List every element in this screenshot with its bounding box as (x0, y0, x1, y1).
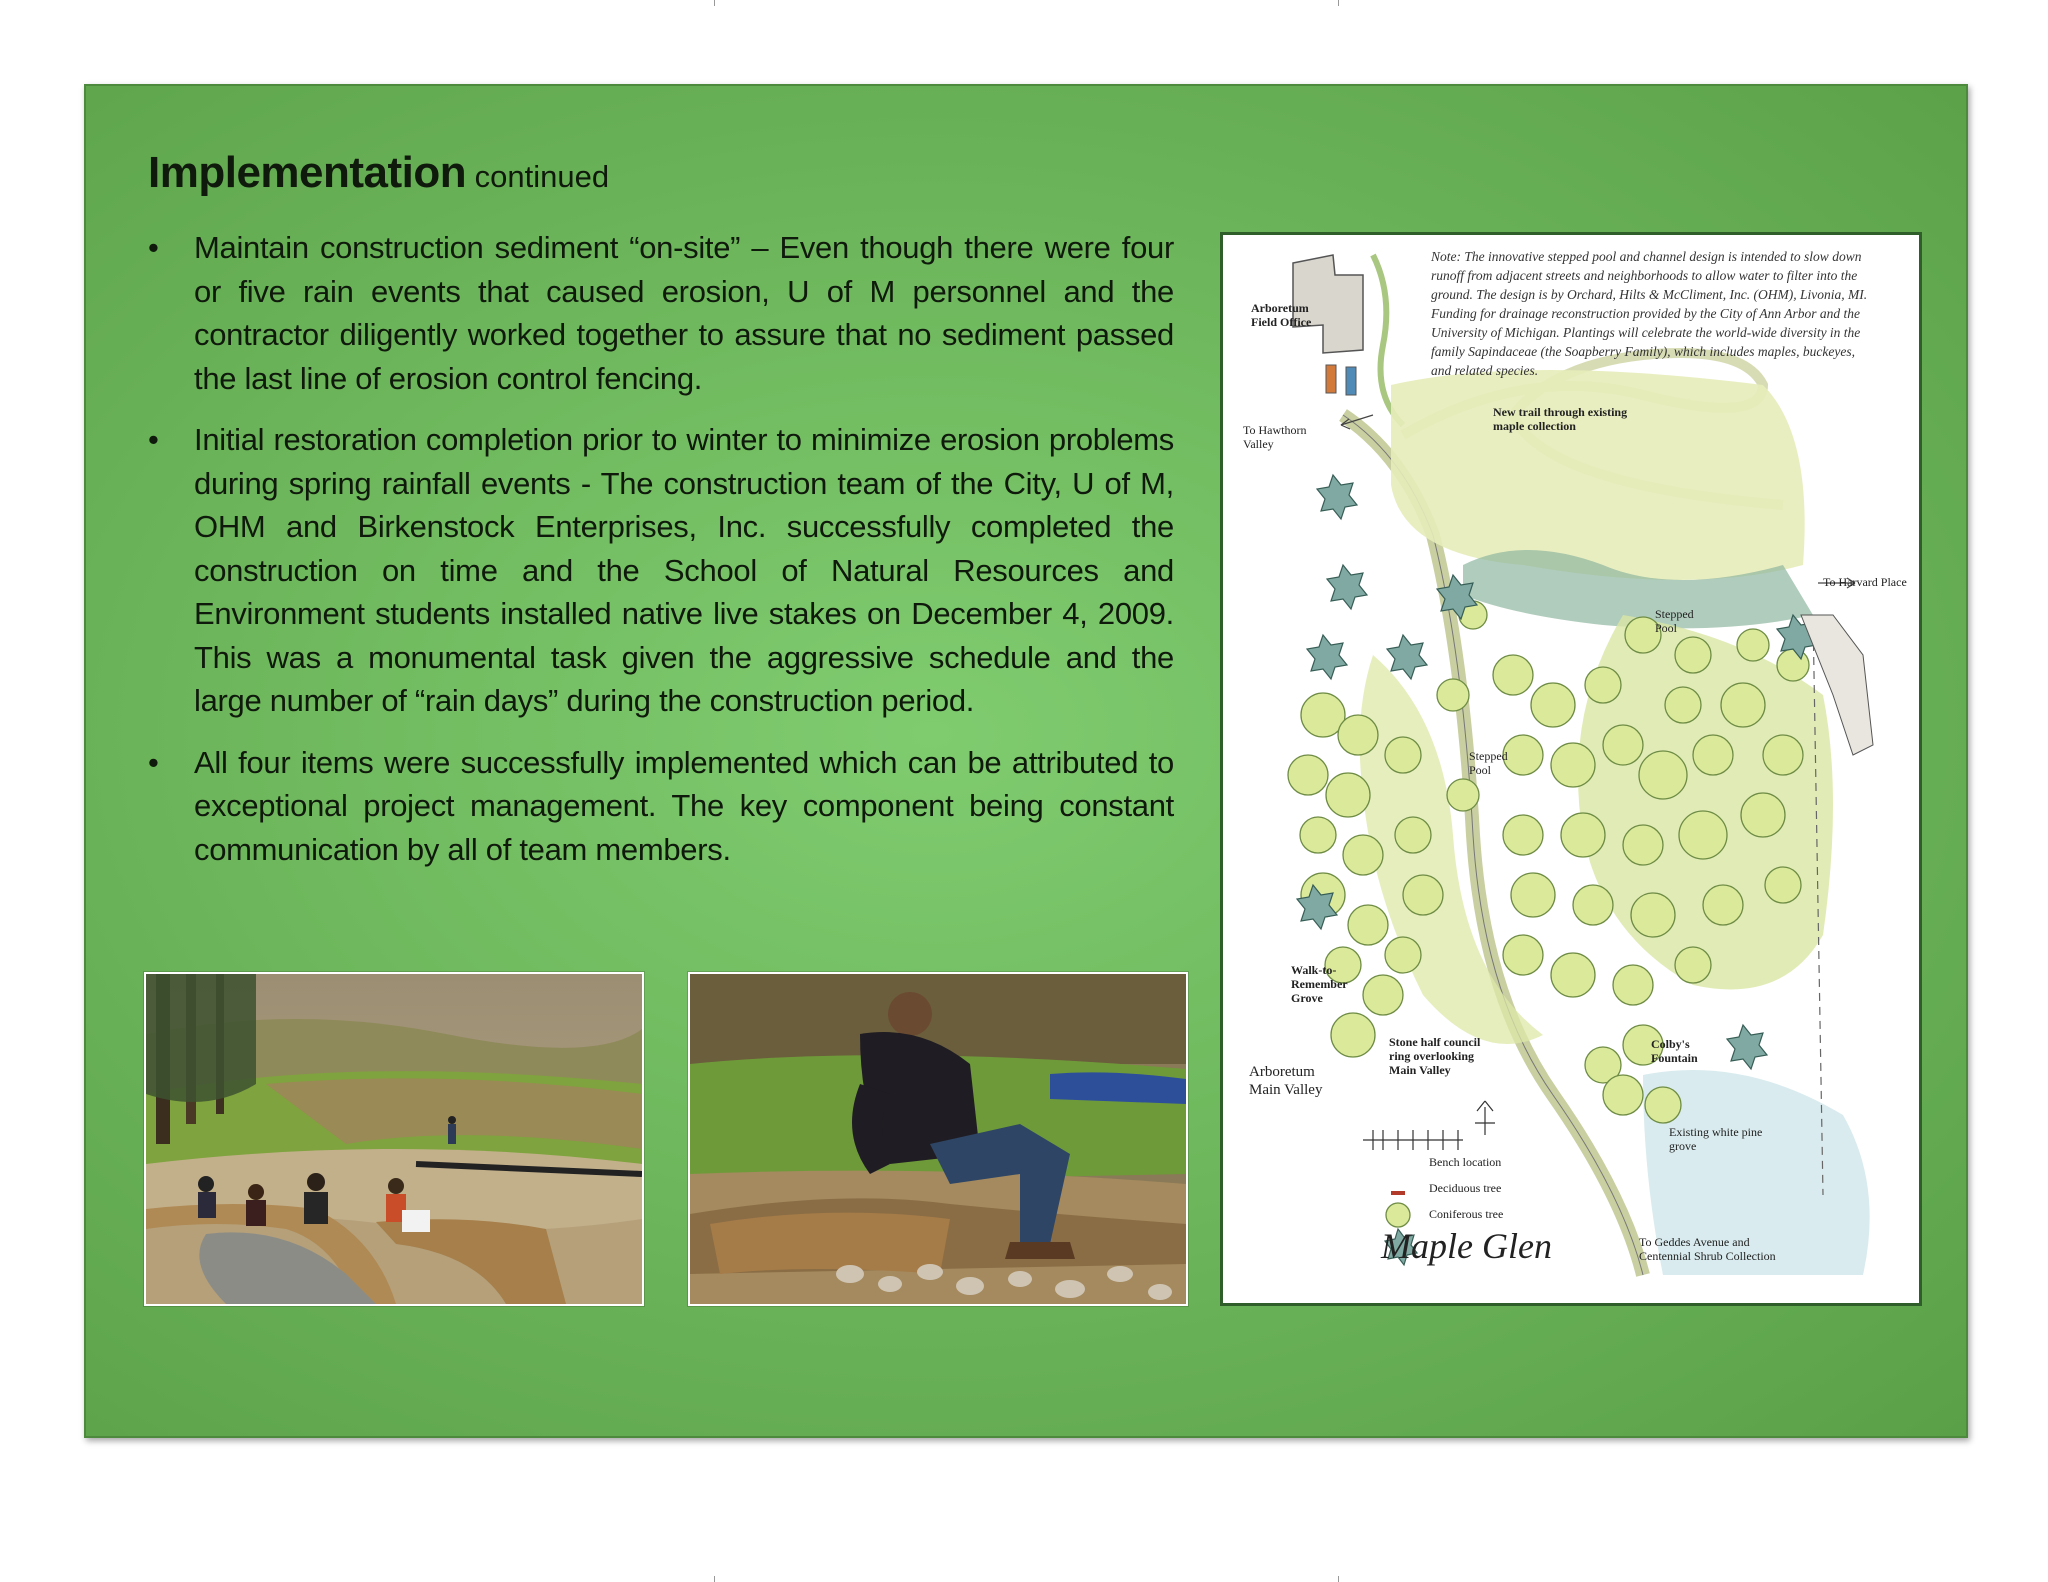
maple-glen-site-plan (1220, 232, 1922, 1306)
photo-man-kneeling (688, 972, 1188, 1306)
crop-mark (1338, 1576, 1339, 1582)
label-stepped-pool-2: Stepped Pool (1469, 749, 1508, 777)
bullet-list (148, 226, 1174, 889)
label-geddes: To Geddes Avenue and Centennial Shrub Collection (1639, 1235, 1776, 1263)
label-colbys: Colby's Fountain (1651, 1037, 1698, 1065)
photo-illustration (690, 974, 1186, 1304)
map-note: Note: The innovative stepped pool and channel design is intended to slow down runoff from adjacent streets and neighborhoods to allow water to filter into the ground. The design is by Orchard, Hilts & McCliment, Inc. (OHM), Livonia, MI. Funding for drainage reconstruction provided by the City of Ann Arbor and the University of Michigan. Plantings will celebrate the world-wide diversity in the family Sapindaceae (the Soapberry Family), which includes maples, buckeyes, and related species. (1431, 249, 1868, 378)
bullet-text: All four items were successfully implemented which can be attributed to exceptional project management. The key component being constant communication by all of team members. (194, 744, 1174, 867)
legend-bench: Bench location (1429, 1155, 1502, 1169)
label-hawthorn: To Hawthorn Valley (1243, 423, 1307, 451)
bullet-dot: • (148, 744, 159, 780)
bullet-item (148, 226, 1174, 400)
label-harvard: To Harvard Place (1823, 575, 1907, 589)
crop-mark (714, 1576, 715, 1582)
legend-coniferous: Coniferous tree (1429, 1207, 1504, 1221)
label-walk-grove: Walk-to-Remember Grove (1291, 963, 1348, 1005)
bullet-text: Initial restoration completion prior to winter to minimize erosion problems during spring rainfall events - The construction team of the City, U of M, OHM and Birkenstock Enterprises, Inc. successfully completed the construction on time and the School of Natural Resources and Environment students installed native live stakes on December 4, 2009. This was a monumental task given the aggressive schedule and the large number of “rain days” during the construction period. (194, 422, 1174, 718)
crop-mark (1338, 0, 1339, 6)
label-white-pine: Existing white pine grove (1669, 1125, 1763, 1153)
legend-deciduous: Deciduous tree (1429, 1181, 1502, 1195)
photo-illustration (146, 974, 642, 1304)
site-plan-drawing (1223, 235, 1919, 1303)
heading-sub: continued (474, 159, 610, 194)
label-field-office: Arboretum Field Office (1251, 301, 1312, 329)
bullet-item (148, 741, 1174, 872)
label-main-valley: Arboretum Main Valley (1249, 1064, 1323, 1098)
crop-mark (714, 0, 715, 6)
bullet-dot: • (148, 422, 159, 457)
label-stepped-pool-1: Stepped Pool (1655, 607, 1694, 635)
bullet-item (148, 418, 1174, 723)
label-stone-ring: Stone half council ring overlooking Main Valley (1389, 1035, 1481, 1077)
bullet-text: Maintain construction sediment “on-site” – Even though there were four or five rain events that caused erosion, U of M personnel and the contractor diligently worked together to assure that no sediment passed the last line of erosion control fencing. (194, 230, 1174, 396)
label-new-trail: New trail through existing maple collection (1493, 405, 1628, 433)
green-content-panel (84, 84, 1968, 1438)
bullet-dot: • (148, 230, 159, 265)
section-heading (148, 148, 609, 198)
map-title: Maple Glen (1381, 1226, 1552, 1266)
heading-main: Implementation (148, 148, 467, 197)
photo-crew-installing-logs (144, 972, 644, 1306)
